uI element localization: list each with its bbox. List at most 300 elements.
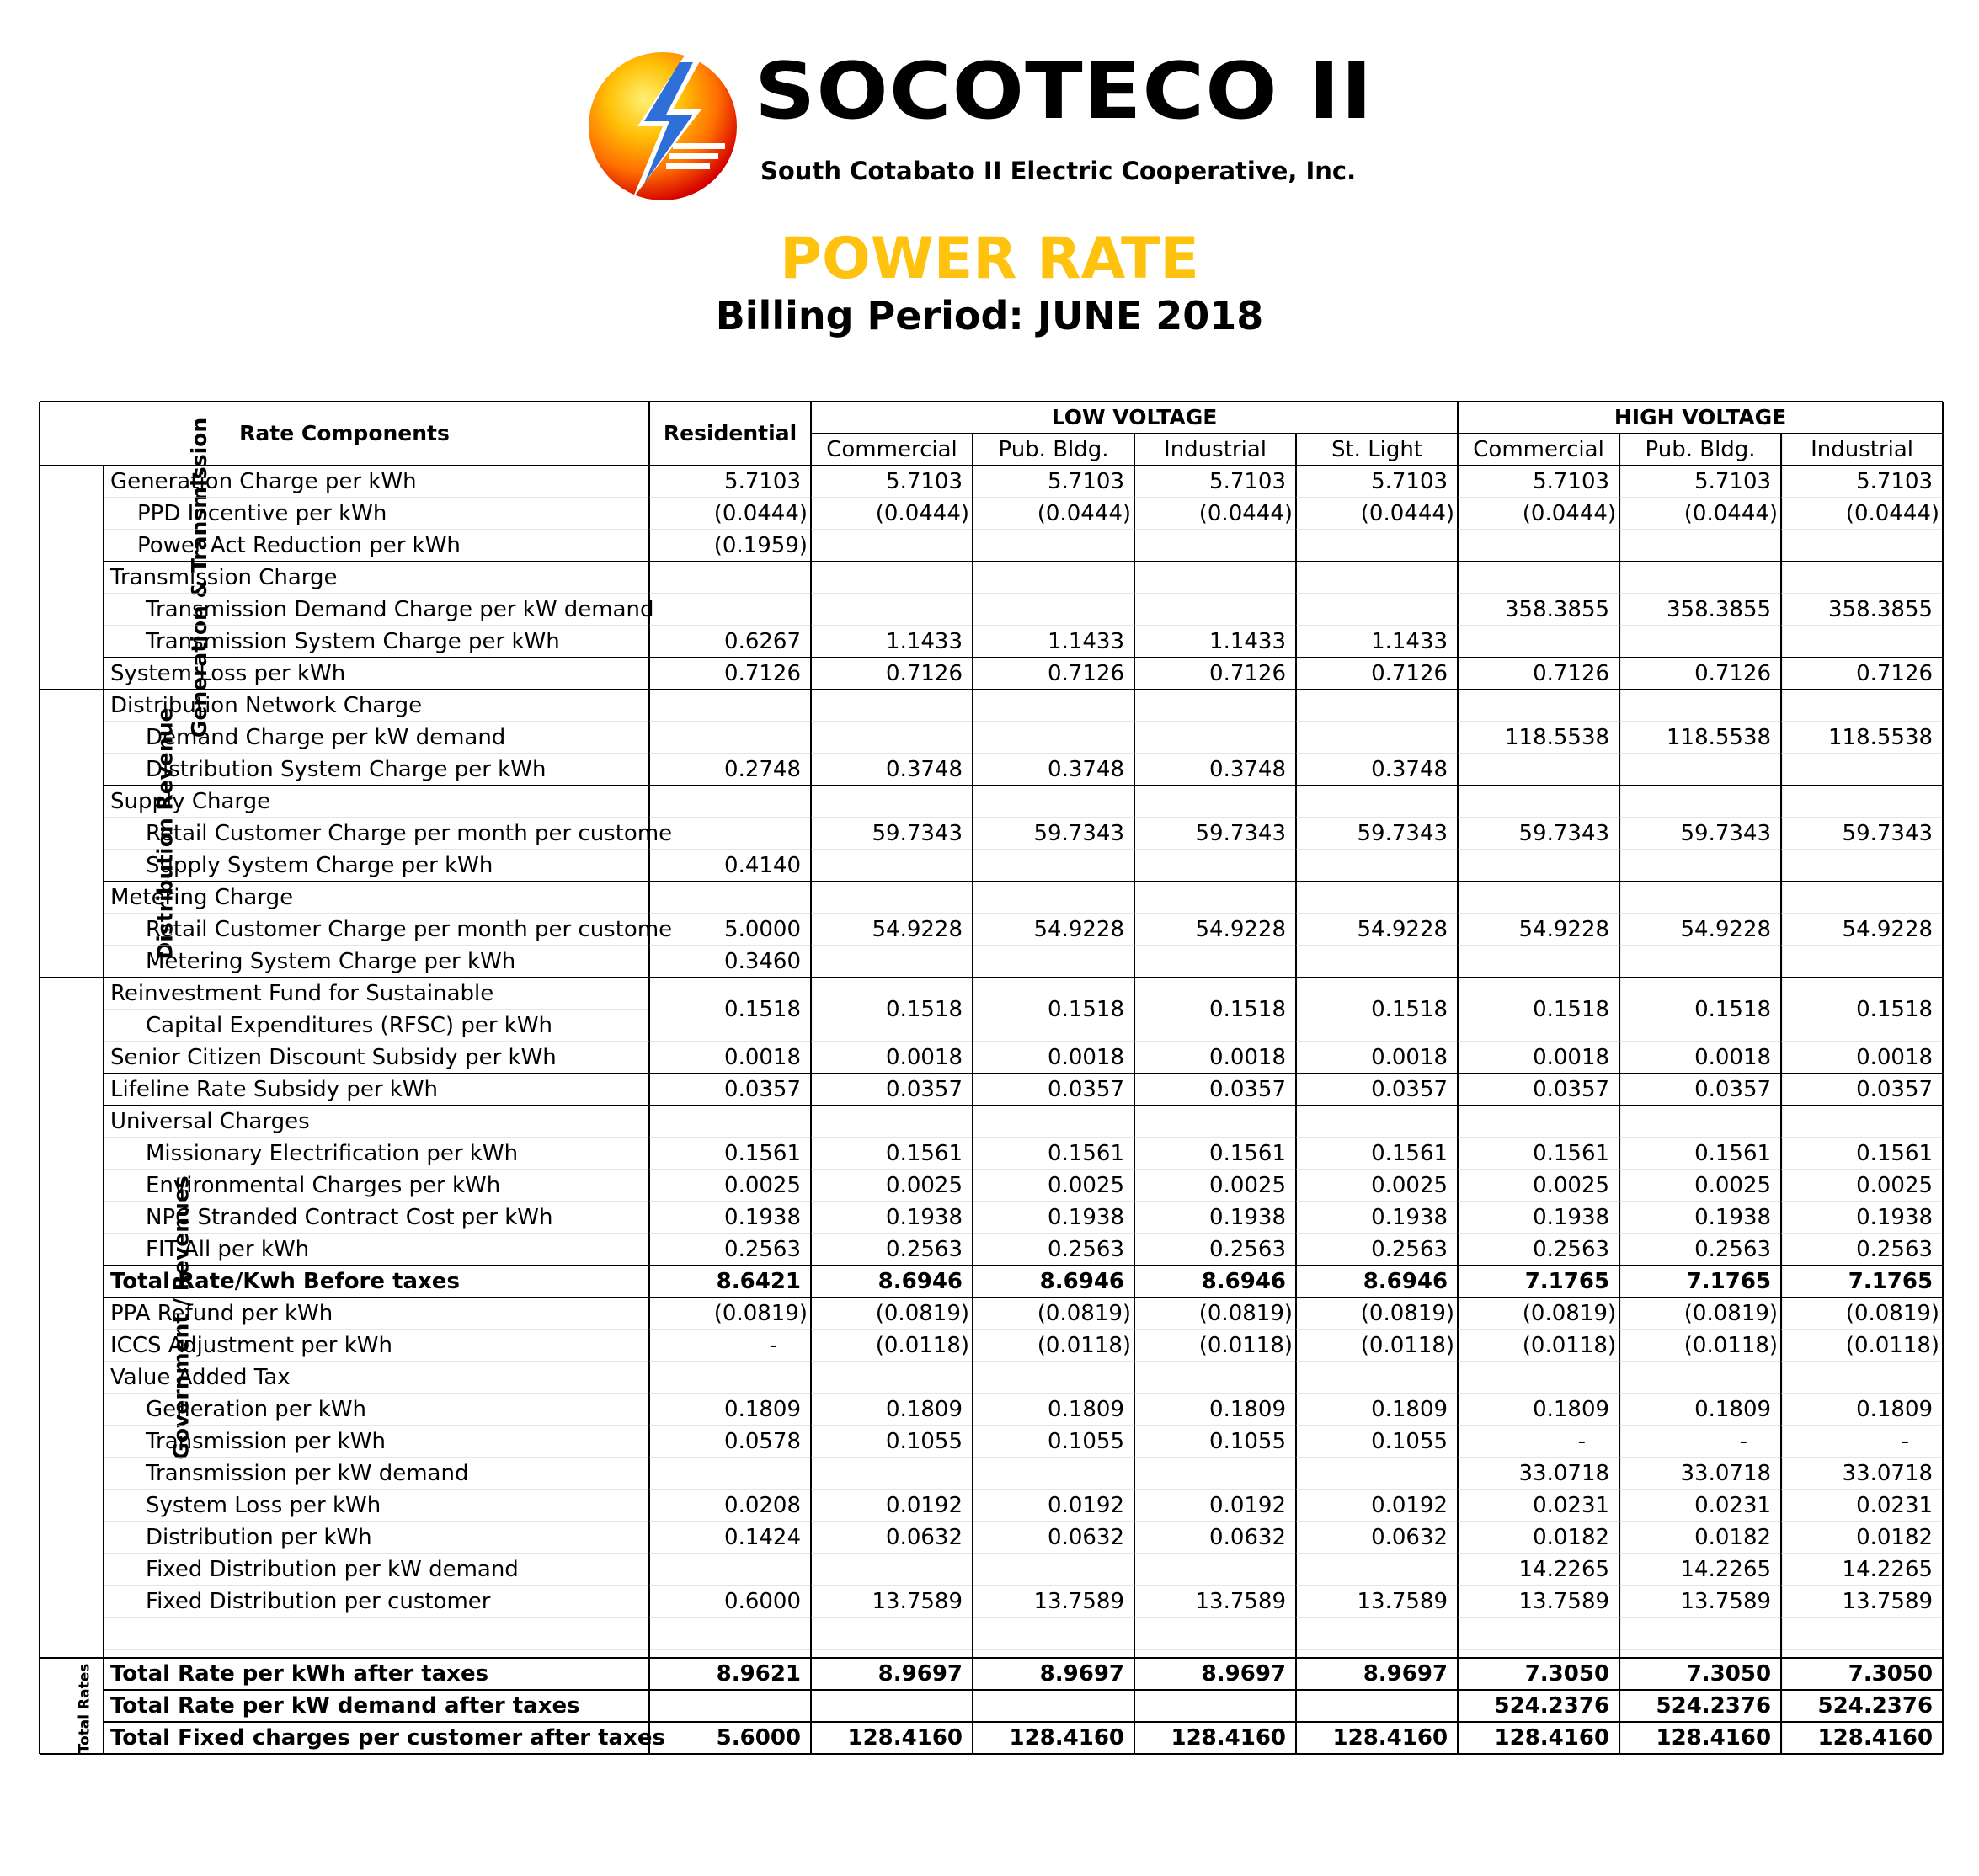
rate-value: 0.1424 [724, 1525, 802, 1550]
rate-value: 0.0357 [1371, 1077, 1448, 1102]
hv-industrial-header: Industrial [1811, 437, 1914, 462]
rate-value: 0.1938 [1371, 1205, 1448, 1230]
table-row [40, 1394, 1943, 1426]
table-row [40, 498, 1943, 530]
rate-value [1296, 722, 1458, 754]
rate-value: 0.1938 [1856, 1205, 1934, 1230]
table-row [40, 1458, 1943, 1490]
rate-value: 0.0231 [1533, 1493, 1610, 1518]
rate-value [1458, 1362, 1619, 1394]
rate-value: 0.0192 [1048, 1493, 1125, 1518]
rate-value: 0.2563 [1048, 1237, 1125, 1262]
hv-commercial-header: Commercial [1473, 437, 1604, 462]
rate-value: 0.0018 [1533, 1045, 1610, 1070]
power-rate-table [40, 402, 1943, 1754]
table-row [40, 1554, 1943, 1586]
rate-value [1134, 850, 1296, 882]
rate-value: 1.1433 [1048, 629, 1125, 654]
rate-value: 0.0018 [1371, 1045, 1448, 1070]
rate-value: 54.9228 [872, 917, 963, 942]
rfsc-label-2: Capital Expenditures (RFSC) per kWh [146, 1013, 553, 1038]
rate-value: 0.1561 [1533, 1141, 1610, 1166]
rate-value: 0.0025 [1371, 1173, 1448, 1198]
rate-value: 8.6946 [1039, 1269, 1125, 1294]
rate-value: 0.1938 [1694, 1205, 1772, 1230]
row-label: Value Added Tax [110, 1365, 291, 1390]
rate-value: - [1739, 1429, 1748, 1454]
rate-value [1619, 882, 1781, 914]
rate-value [649, 786, 811, 818]
rate-value: 0.1055 [1209, 1429, 1287, 1454]
rate-value: 0.1809 [1209, 1397, 1287, 1422]
table-row [40, 1522, 1943, 1554]
rate-value: 8.9697 [1039, 1661, 1125, 1687]
rate-value [811, 594, 973, 626]
rate-value [811, 1106, 973, 1138]
residential-header: Residential [663, 421, 797, 445]
section-label-dist-rev: Distribution Revenue [152, 707, 178, 960]
rate-value: 0.1055 [886, 1429, 963, 1454]
rate-value: 0.3460 [724, 949, 802, 974]
table-row [40, 978, 1943, 1010]
table-row [40, 754, 1943, 786]
rate-value: (0.0819) [1198, 1301, 1294, 1326]
rate-value: 54.9228 [1357, 917, 1448, 942]
billing-period: Billing Period: JUNE 2018 [715, 293, 1264, 338]
lv-pub-bldg-header: Pub. Bldg. [998, 437, 1109, 462]
rate-value [649, 1458, 811, 1490]
rate-value [1296, 946, 1458, 978]
table-row [40, 850, 1943, 882]
rate-value [973, 690, 1134, 722]
rate-value: 13.7589 [872, 1589, 963, 1614]
rate-value: 8.9697 [1363, 1661, 1448, 1687]
row-label: Retail Customer Charge per month per custome [146, 821, 673, 846]
rate-value [973, 882, 1134, 914]
row-label: Metering System Charge per kWh [146, 949, 516, 974]
rate-value: 0.0025 [724, 1173, 802, 1198]
rfsc-label-1: Reinvestment Fund for Sustainable [110, 981, 494, 1006]
rate-value: 0.0025 [1533, 1173, 1610, 1198]
row-label: Total Fixed charges per customer after taxes [110, 1725, 665, 1751]
rate-value: 59.7343 [1518, 821, 1610, 846]
table-row [40, 658, 1943, 690]
rate-value [1458, 850, 1619, 882]
row-label: Fixed Distribution per customer [146, 1589, 491, 1614]
rate-value [1619, 626, 1781, 658]
rate-value: 13.7589 [1680, 1589, 1772, 1614]
rate-value: 8.6946 [1363, 1269, 1448, 1294]
row-label: NPC Stranded Contract Cost per kWh [146, 1205, 553, 1230]
rate-value [1781, 882, 1943, 914]
row-label: Transmission Demand Charge per kW demand [146, 597, 654, 622]
rate-value: 0.2563 [1694, 1237, 1772, 1262]
table-row [40, 946, 1943, 978]
rate-value [811, 1362, 973, 1394]
rate-value: 1.1433 [886, 629, 963, 654]
rate-value: 0.0018 [1209, 1045, 1287, 1070]
rate-value [1296, 882, 1458, 914]
rate-value: 0.7126 [724, 661, 802, 686]
rate-value: 128.4160 [1656, 1725, 1772, 1751]
rate-value [973, 1362, 1134, 1394]
rate-value: 0.7126 [1371, 661, 1448, 686]
rfsc-value: 0.1518 [1533, 997, 1610, 1022]
rate-value: 0.1938 [1048, 1205, 1125, 1230]
rate-value [649, 562, 811, 594]
row-label: Distribution System Charge per kWh [146, 757, 547, 782]
rate-value: (0.0118) [1198, 1333, 1294, 1358]
rate-value [973, 786, 1134, 818]
rate-value: 59.7343 [1033, 821, 1125, 846]
rate-value: 5.7103 [1371, 469, 1448, 494]
lv-commercial-header: Commercial [826, 437, 957, 462]
rate-value: 1.1433 [1371, 629, 1448, 654]
rate-value: 0.2748 [724, 757, 802, 782]
table-row [40, 594, 1943, 626]
rate-value [1458, 1649, 1619, 1658]
row-label: Supply Charge [110, 789, 271, 814]
rate-value: 33.0718 [1518, 1461, 1610, 1486]
rate-value: 7.1765 [1848, 1269, 1934, 1294]
rate-value [1134, 1649, 1296, 1658]
row-label: Transmission Charge [110, 565, 338, 590]
rate-value: 0.2563 [1209, 1237, 1287, 1262]
rate-value: 54.9228 [1195, 917, 1287, 942]
header-row [40, 402, 1943, 434]
row-label: Generation per kWh [146, 1397, 367, 1422]
rate-value [649, 1618, 811, 1649]
rate-value [1619, 1362, 1781, 1394]
rate-value: 14.2265 [1518, 1557, 1610, 1582]
rate-value [1458, 946, 1619, 978]
rate-value [1781, 850, 1943, 882]
rate-value: 128.4160 [1171, 1725, 1287, 1751]
rate-value [1781, 690, 1943, 722]
rate-value [1619, 754, 1781, 786]
table-row [40, 1074, 1943, 1106]
rfsc-value: 0.1518 [1371, 997, 1448, 1022]
rate-value: 13.7589 [1842, 1589, 1934, 1614]
rate-value: 33.0718 [1842, 1461, 1934, 1486]
rate-value: 524.2376 [1817, 1693, 1934, 1719]
table-row [40, 466, 1943, 498]
row-label [104, 1649, 649, 1658]
rate-value [973, 722, 1134, 754]
rate-value: - [1901, 1429, 1910, 1454]
row-label: Lifeline Rate Subsidy per kWh [110, 1077, 439, 1102]
rate-value: 0.1561 [724, 1141, 802, 1166]
rate-value: 0.2563 [724, 1237, 802, 1262]
rate-value: 0.1561 [886, 1141, 963, 1166]
rate-value: (0.0444) [875, 501, 970, 526]
rate-value [1134, 722, 1296, 754]
row-label: Environmental Charges per kWh [146, 1173, 501, 1198]
rate-value: 13.7589 [1195, 1589, 1287, 1614]
rate-value [1296, 594, 1458, 626]
rate-value [1296, 850, 1458, 882]
rate-value: 0.0018 [1856, 1045, 1934, 1070]
brand-subtitle: South Cotabato II Electric Cooperative, Inc. [760, 157, 1357, 185]
rate-value: 128.4160 [1009, 1725, 1125, 1751]
table-row [40, 722, 1943, 754]
rate-value: 0.0025 [1209, 1173, 1287, 1198]
rate-value: 0.7126 [886, 661, 963, 686]
rate-value [1296, 562, 1458, 594]
rate-value: 0.1809 [886, 1397, 963, 1422]
rate-value: (0.0819) [1037, 1301, 1132, 1326]
row-label: Transmission per kW demand [146, 1461, 469, 1486]
rate-value [649, 882, 811, 914]
row-label: Generation Charge per kWh [110, 469, 417, 494]
rate-value [1781, 626, 1943, 658]
hv-pub-bldg-header: Pub. Bldg. [1645, 437, 1756, 462]
rate-value: 0.0182 [1533, 1525, 1610, 1550]
rate-value: (0.0118) [1522, 1333, 1617, 1358]
rate-value: (0.0819) [1360, 1301, 1455, 1326]
row-label: Retail Customer Charge per month per custome [146, 917, 673, 942]
rate-value [1619, 1618, 1781, 1649]
rate-value: 5.7103 [1694, 469, 1772, 494]
rate-value [1619, 530, 1781, 562]
rate-value: (0.0819) [713, 1301, 808, 1326]
row-label: Fixed Distribution per kW demand [146, 1557, 519, 1582]
rate-value [973, 1618, 1134, 1649]
rate-value: 7.1765 [1524, 1269, 1610, 1294]
rate-value: 0.1561 [1048, 1141, 1125, 1166]
rate-value: (0.0444) [1037, 501, 1132, 526]
rate-value: 5.0000 [724, 917, 802, 942]
page-title: POWER RATE [780, 226, 1199, 292]
rate-value: 0.0025 [1856, 1173, 1934, 1198]
rate-value [811, 562, 973, 594]
rate-value: 0.0025 [886, 1173, 963, 1198]
rate-value [1134, 530, 1296, 562]
rate-value: 128.4160 [847, 1725, 963, 1751]
rate-value: 0.1809 [1856, 1397, 1934, 1422]
rate-value: 8.9621 [716, 1661, 802, 1687]
rate-value: 14.2265 [1842, 1557, 1934, 1582]
row-label: Total Rate/Kwh Before taxes [110, 1269, 460, 1294]
rate-value: 59.7343 [1195, 821, 1287, 846]
rate-value [1296, 690, 1458, 722]
rate-value: 1.1433 [1209, 629, 1287, 654]
rate-value: 0.0018 [1694, 1045, 1772, 1070]
section-label-gov-rev: Government / Revenues [168, 1175, 194, 1460]
rate-value: 0.0025 [1048, 1173, 1125, 1198]
rate-value [1781, 1106, 1943, 1138]
rate-value: 0.1561 [1209, 1141, 1287, 1166]
rate-value [1619, 850, 1781, 882]
rate-value [1781, 530, 1943, 562]
row-label: Total Rate per kW demand after taxes [110, 1693, 580, 1719]
section-label-totals: Total Rates [76, 1663, 93, 1754]
rate-value: 8.9697 [1201, 1661, 1287, 1687]
rate-value [1296, 1649, 1458, 1658]
rate-value: 14.2265 [1680, 1557, 1772, 1582]
rate-value [1458, 690, 1619, 722]
rate-value [1134, 690, 1296, 722]
table-row [40, 1106, 1943, 1138]
rate-value: 118.5538 [1666, 725, 1772, 750]
rate-value [811, 786, 973, 818]
rate-value: (0.0819) [1522, 1301, 1617, 1326]
table-row [40, 786, 1943, 818]
rate-value: 5.7103 [1048, 469, 1125, 494]
rate-value [1458, 562, 1619, 594]
rate-value: 0.7126 [1533, 661, 1610, 686]
rate-value [1458, 754, 1619, 786]
table-row [40, 1658, 1943, 1690]
rate-value [1134, 946, 1296, 978]
rate-value: 5.7103 [1856, 469, 1934, 494]
rate-value: 7.3050 [1686, 1661, 1772, 1687]
rate-value: 0.0578 [724, 1429, 802, 1454]
rate-value: 0.2563 [1856, 1237, 1934, 1262]
rate-value: 0.0192 [1209, 1493, 1287, 1518]
rate-value [811, 882, 973, 914]
table-row [40, 1490, 1943, 1522]
row-label: Missionary Electrification per kWh [146, 1141, 519, 1166]
rate-value [973, 1690, 1134, 1722]
rate-value: 0.0632 [1209, 1525, 1287, 1550]
rate-value: (0.0819) [1845, 1301, 1940, 1326]
row-label: Distribution per kWh [146, 1525, 372, 1550]
rate-value: 0.1055 [1048, 1429, 1125, 1454]
rate-value: 0.7126 [1694, 661, 1772, 686]
rate-value: (0.0444) [1198, 501, 1294, 526]
rate-value [1134, 1362, 1296, 1394]
rate-value: (0.0118) [875, 1333, 970, 1358]
rate-value: (0.0444) [713, 501, 808, 526]
row-label: System Loss per kWh [146, 1493, 381, 1518]
rate-value: 0.3748 [1048, 757, 1125, 782]
rate-value: 0.0357 [886, 1077, 963, 1102]
rate-value [1458, 626, 1619, 658]
rate-value [1619, 562, 1781, 594]
row-label: PPA Refund per kWh [110, 1301, 333, 1326]
row-label: System Loss per kWh [110, 661, 346, 686]
rate-value [649, 1690, 811, 1722]
rate-value: 0.6000 [724, 1589, 802, 1614]
rate-value [1458, 786, 1619, 818]
rate-value [973, 850, 1134, 882]
rate-value: 33.0718 [1680, 1461, 1772, 1486]
table-row [40, 530, 1943, 562]
row-label [104, 1618, 649, 1649]
rate-value [1134, 1106, 1296, 1138]
rate-value: 59.7343 [1842, 821, 1934, 846]
rate-value [1296, 1690, 1458, 1722]
rate-value: 0.1938 [886, 1205, 963, 1230]
rate-value: 0.1809 [724, 1397, 802, 1422]
rate-value: 59.7343 [1680, 821, 1772, 846]
rate-value: 8.6946 [1201, 1269, 1287, 1294]
table-row [40, 1722, 1943, 1754]
rate-value: 358.3855 [1666, 597, 1772, 622]
rate-value [1619, 946, 1781, 978]
rate-value: 7.3050 [1848, 1661, 1934, 1687]
rate-value: (0.0444) [1845, 501, 1940, 526]
table-row [40, 1138, 1943, 1170]
table-row [40, 882, 1943, 914]
rate-value [1619, 786, 1781, 818]
row-label: Transmission per kWh [146, 1429, 386, 1454]
rate-value: 118.5538 [1504, 725, 1610, 750]
table-row [40, 1330, 1943, 1362]
rate-value [973, 1106, 1134, 1138]
rate-value [1458, 1106, 1619, 1138]
rate-value: 128.4160 [1332, 1725, 1448, 1751]
rate-value: 13.7589 [1033, 1589, 1125, 1614]
rate-value: 0.1809 [1694, 1397, 1772, 1422]
rate-value: 0.0182 [1856, 1525, 1934, 1550]
brand-name: SOCOTECO II [755, 45, 1374, 136]
rate-value [1781, 1618, 1943, 1649]
socoteco-logo [585, 49, 741, 205]
rate-value: 0.1055 [1371, 1429, 1448, 1454]
rate-value: 0.0182 [1694, 1525, 1772, 1550]
row-label: FIT-All per kWh [146, 1237, 310, 1262]
rate-value: (0.0118) [1360, 1333, 1455, 1358]
rate-value: 0.1938 [1209, 1205, 1287, 1230]
table-row [40, 1649, 1943, 1658]
table-row [40, 1618, 1943, 1649]
rate-value [973, 562, 1134, 594]
table-row [40, 1586, 1943, 1618]
rate-value: 59.7343 [1357, 821, 1448, 846]
rate-value [973, 594, 1134, 626]
rate-value: 0.2563 [1533, 1237, 1610, 1262]
rate-value: (0.0444) [1683, 501, 1779, 526]
rate-value [649, 818, 811, 850]
rate-value: 54.9228 [1680, 917, 1772, 942]
rfsc-value: 0.1518 [886, 997, 963, 1022]
row-label: Universal Charges [110, 1109, 310, 1134]
table-row [40, 818, 1943, 850]
rate-value: 0.0231 [1856, 1493, 1934, 1518]
rate-value [811, 946, 973, 978]
table-row [40, 1426, 1943, 1458]
rate-value [1134, 882, 1296, 914]
rate-value: 0.3748 [1209, 757, 1287, 782]
rate-value: 7.1765 [1686, 1269, 1772, 1294]
row-label: Transmission System Charge per kWh [146, 629, 560, 654]
rate-value: 0.0357 [1048, 1077, 1125, 1102]
section-label-gen-trans: Generation & Transmission [187, 417, 212, 738]
table-row [40, 562, 1943, 594]
table-row [40, 1690, 1943, 1722]
rate-value: (0.0444) [1522, 501, 1617, 526]
table-row [40, 1266, 1943, 1298]
rate-value: 0.7126 [1856, 661, 1934, 686]
rate-value: (0.0118) [1683, 1333, 1779, 1358]
rate-value [811, 1458, 973, 1490]
low-voltage-header: LOW VOLTAGE [1051, 405, 1218, 429]
rate-value: 0.1809 [1048, 1397, 1125, 1422]
rate-value: 0.3748 [886, 757, 963, 782]
table-row [40, 1202, 1943, 1234]
table-row [40, 1298, 1943, 1330]
rate-value: 0.0632 [1371, 1525, 1448, 1550]
row-label: Distribution Network Charge [110, 693, 423, 718]
rate-value [649, 1554, 811, 1586]
rate-value [811, 690, 973, 722]
rate-value [1296, 1458, 1458, 1490]
rate-value [649, 690, 811, 722]
rate-value [1296, 1554, 1458, 1586]
rate-value [1619, 690, 1781, 722]
